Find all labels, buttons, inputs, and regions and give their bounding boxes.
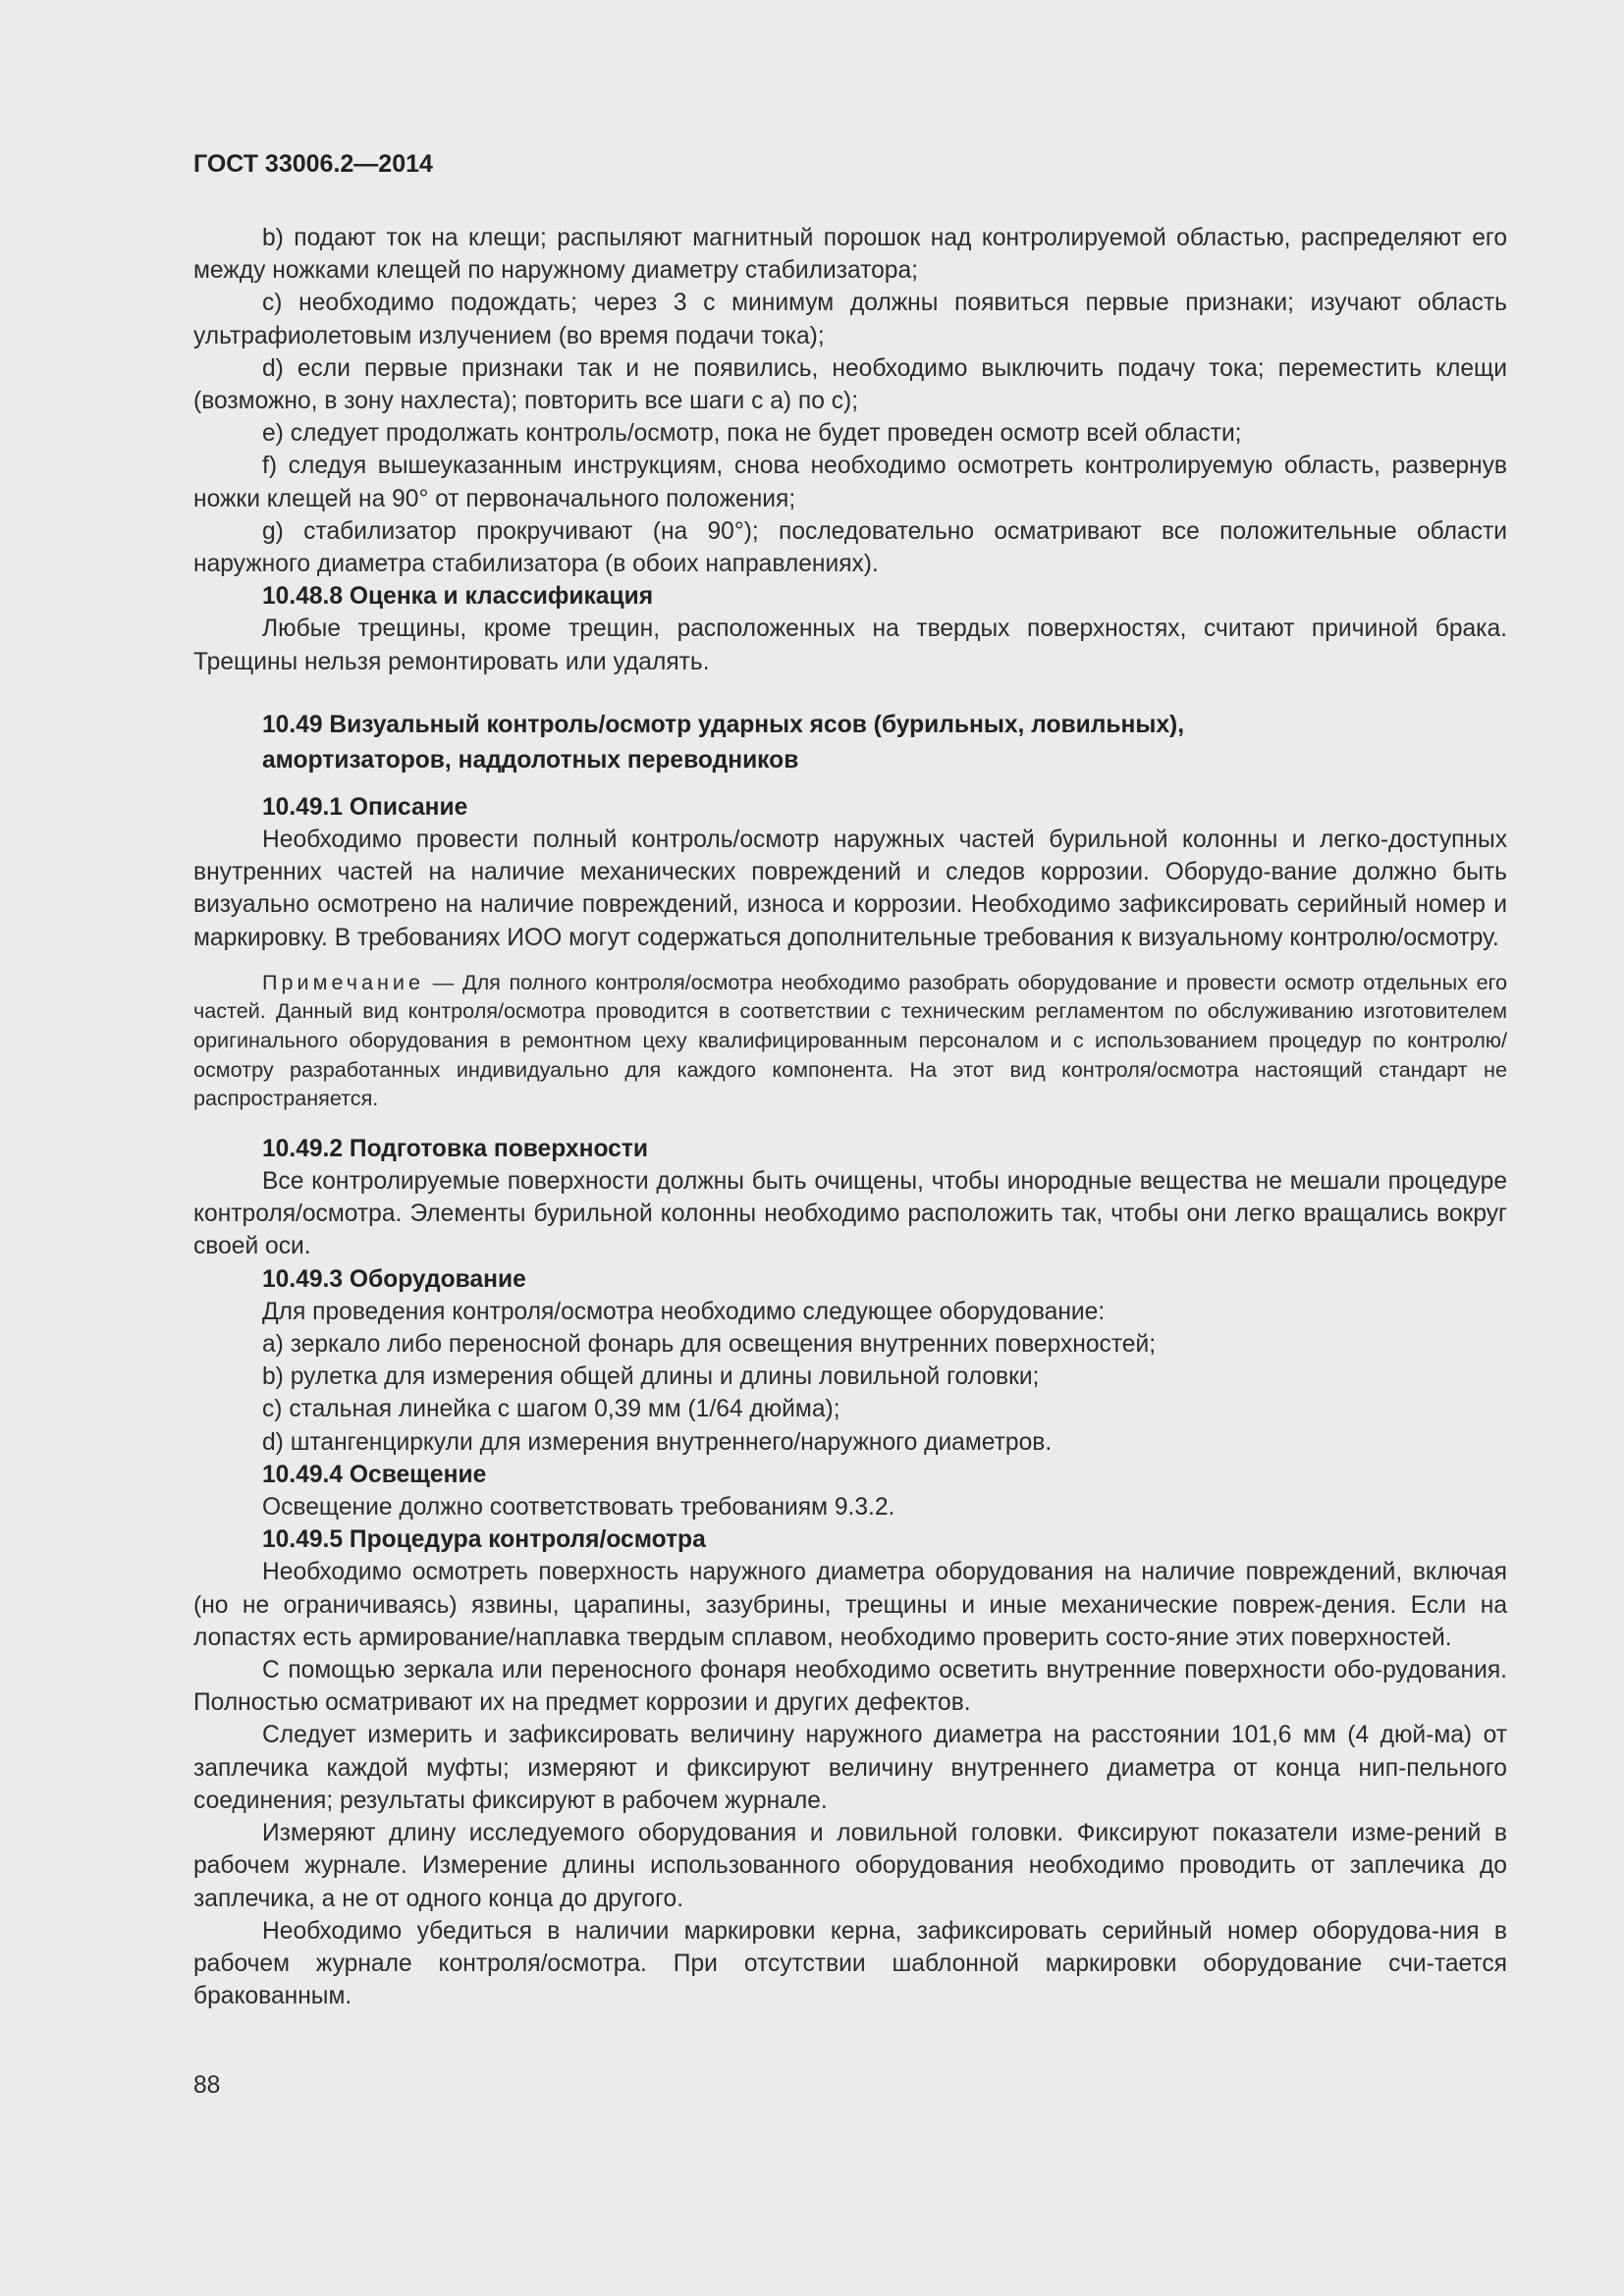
document-page [193, 147, 1507, 2012]
paragraph-10-49-5-1: Необходимо осмотреть поверхность наружного диаметра оборудования на наличие повреждений, включая (но не ограничиваясь) язвины, царапины, зазубрины, трещины и иные механические повреж-дения. Если на лопастях есть армирование/наплавка твердым сплавом, необходимо проверить состо-яние этих поверхностей. [193, 1559, 1507, 1651]
equipment-item-d: d) штангенциркули для измерения внутреннего/наружного диаметров. [262, 1428, 1053, 1456]
heading-10-49-3: 10.49.3 Оборудование [262, 1265, 526, 1293]
section-title-line-2: амортизаторов, наддолотных переводников [262, 746, 799, 774]
list-item-g: g) стабилизатор прокручивают (на 90°); последовательно осматривают все положительные области наружного диаметра стабилизатора (в обоих направлениях). [193, 517, 1507, 578]
paragraph-10-49-5-5: Необходимо убедиться в наличии маркировки керна, зафиксировать серийный номер оборудова-ния в рабочем журнале контроля/осмотра. При отсутствии шаблонной маркировки оборудование счи-тается бракованным. [193, 1917, 1507, 2010]
paragraph-10-49-3-intro: Для проведения контроля/осмотра необходимо следующее оборудование: [262, 1298, 1106, 1325]
note-text: — Для полного контроля/осмотра необходимо разобрать оборудование и провести осмотр отдельных его частей. Данный вид контроля/осмотра проводится в соответствии с техническим регламентом по обслуживанию изготовителем оригинального оборудования в ремонтном цеху квалифицированным персоналом и с использованием процедур по контролю/осмотру разработанных индивидуально для каждого компонента. На этот вид контроля/осмотра настоящий стандарт не распространяется. [193, 969, 1507, 1111]
note-label: Примечание [262, 969, 424, 994]
paragraph-10-48-8: Любые трещины, кроме трещин, расположенных на твердых поверхностях, считают причиной брака. Трещины нельзя ремонтировать или удалять. [193, 615, 1507, 675]
list-item-e: e) следует продолжать контроль/осмотр, пока не будет проведен осмотр всей области; [262, 420, 1242, 448]
page-number: 88 [193, 2072, 221, 2099]
list-item-b: b) подают ток на клещи; распыляют магнитный порошок над контролируемой областью, распределяют его между ножками клещей по наружному диаметру стабилизатора; [193, 225, 1507, 285]
list-item-c: c) необходимо подождать; через 3 с минимум должны появиться первые признаки; изучают область ультрафиолетовым излучением (во время подачи тока); [193, 290, 1507, 349]
paragraph-10-49-2: Все контролируемые поверхности должны быть очищены, чтобы инородные вещества не мешали процедуре контроля/осмотра. Элементы бурильной колонны необходимо расположить так, чтобы они легко вращались вокруг своей оси. [193, 1168, 1507, 1260]
section-title-line-1: 10.49 Визуальный контроль/осмотр ударных ясов (бурильных, ловильных), [262, 711, 1185, 738]
note-paragraph [193, 968, 1507, 1113]
paragraph-10-49-5-3: Следует измерить и зафиксировать величину наружного диаметра на расстоянии 101,6 мм (4 дюй-ма) от заплечика каждой муфты; измеряют и фиксируют величину внутреннего диаметра от конца нип-пельного соединения; результаты фиксируют в рабочем журнале. [193, 1722, 1507, 1814]
heading-10-49-2: 10.49.2 Подготовка поверхности [262, 1135, 649, 1162]
paragraph-10-49-5-4: Измеряют длину исследуемого оборудования и ловильной головки. Фиксируют показатели изме-рений в рабочем журнале. Измерение длины использованного оборудования необходимо проводить от заплечика до заплечика, а не от одного конца до другого. [193, 1820, 1507, 1912]
heading-10-49-4: 10.49.4 Освещение [262, 1461, 487, 1488]
paragraph-10-49-1: Необходимо провести полный контроль/осмотр наружных частей бурильной колонны и легко-доступных внутренних частей на наличие механических повреждений и следов коррозии. Оборудо-вание должно быть визуально осмотрено на наличие повреждений, износа и коррозии. Необходимо зафиксировать серийный номер и маркировку. В требованиях ИОО могут содержаться дополнительные требования к визуальному контролю/осмотру. [193, 827, 1507, 951]
equipment-item-a: a) зеркало либо переносной фонарь для освещения внутренних поверхностей; [262, 1331, 1157, 1359]
paragraph-10-49-4: Освещение должно соответствовать требованиям 9.3.2. [262, 1494, 895, 1522]
list-item-f: f) следуя вышеуказанным инструкциям, снова необходимо осмотреть контролируемую область, развернув ножки клещей на 90° от первоначального положения; [193, 453, 1507, 512]
heading-10-48-8: 10.48.8 Оценка и классификация [262, 583, 654, 611]
equipment-item-c: c) стальная линейка с шагом 0,39 мм (1/64 дюйма); [262, 1396, 840, 1423]
document-code-header: ГОСТ 33006.2—2014 [193, 150, 433, 178]
heading-10-49-5: 10.49.5 Процедура контроля/осмотра [262, 1526, 706, 1554]
section-title-10-49 [193, 708, 1507, 778]
list-item-d: d) если первые признаки так и не появились, необходимо выключить подачу тока; переместить клещи (возможно, в зону нахлеста); повторить все шаги с а) по с); [193, 354, 1507, 415]
paragraph-10-49-5-2: С помощью зеркала или переносного фонаря необходимо осветить внутренние поверхности обо-рудования. Полностью осматривают их на предмет коррозии и других дефектов. [193, 1657, 1507, 1717]
heading-10-49-1: 10.49.1 Описание [262, 793, 468, 821]
equipment-item-b: b) рулетка для измерения общей длины и длины ловильной головки; [262, 1363, 1040, 1391]
